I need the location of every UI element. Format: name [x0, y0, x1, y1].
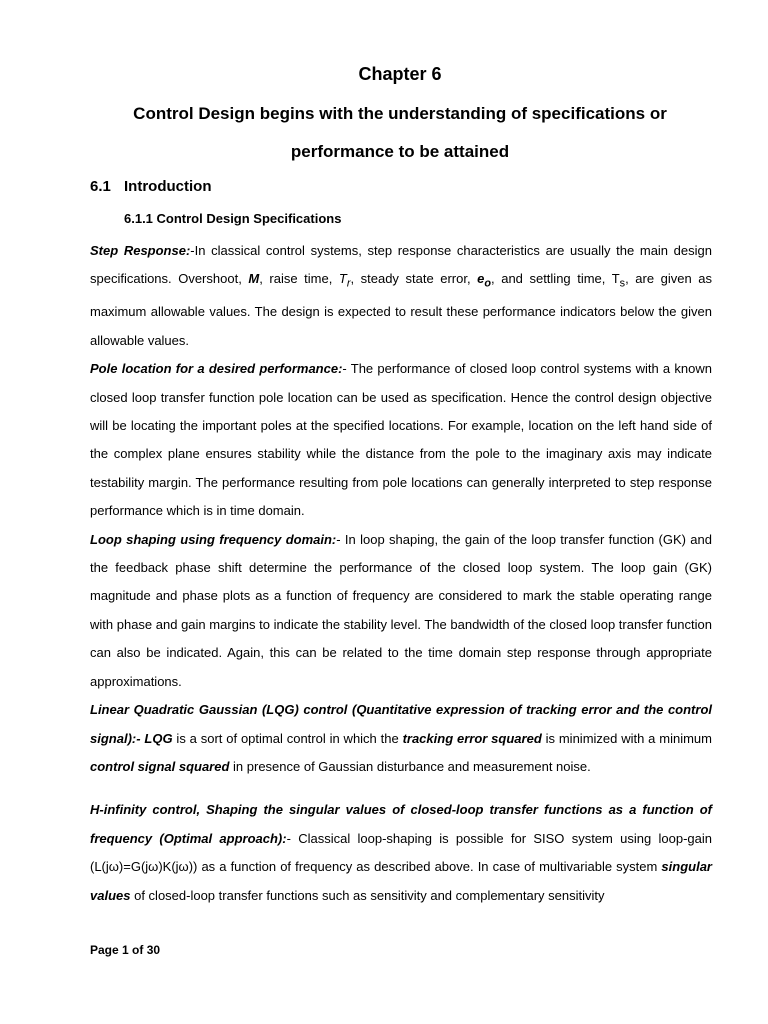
h-infinity-emphasis: singular values — [90, 859, 712, 903]
section-number: 6.1 — [90, 178, 111, 195]
pole-location-text: - The performance of closed loop control systems with a known closed loop transfer function pole location can be used as specification. Hence the control design objective will be locating the important poles at the specified locations. For example, location on the left hand side of the complex plane ensures stability while the distance from the pole to the imaginary axis may indicate testability margin. The performance resulting from pole locations can generally interpreted to step response performance which is in time domain. — [90, 361, 712, 519]
lqg-emphasis-1: tracking error squared — [402, 730, 542, 746]
section-heading — [90, 178, 211, 195]
subsection-heading: 6.1.1 Control Design Specifications — [124, 211, 342, 226]
page-footer — [90, 943, 160, 957]
lqg-emphasis-2: control signal squared — [90, 758, 230, 774]
lqg-text-2: is minimized with a minimum — [541, 730, 712, 746]
symbol-ts-sub: s — [619, 278, 626, 290]
body-text — [90, 237, 712, 910]
loop-shaping-text: - In loop shaping, the gain of the loop transfer function (GK) and the feedback phase shift determine the performance of the closed loop system. The loop gain (GK) magnitude and phase plots as a function of frequency are considered to mark the stable operating range with phase and gain margins to indicate the stability level. The bandwidth of the closed loop transfer function can also be indicated. Again, this can be related to the time domain step response through appropriate approximations. — [90, 531, 712, 689]
chapter-title-line-1: Control Design begins with the understanding of specifications or — [133, 104, 667, 123]
h-infinity-text-1: - Classical loop-shaping is possible for SISO system using loop-gain (L(jω)=G(jω)K(jω)) as a function of frequency as described above. In case of multivariable system — [90, 830, 712, 875]
step-text-2: , raise time, — [259, 271, 339, 287]
lqg-lead: Linear Quadratic Gaussian (LQG) control (Quantitative expression of tracking error and the control signal):- LQG — [90, 702, 712, 746]
loop-shaping-lead: Loop shaping using frequency domain: — [90, 531, 337, 547]
footer-page-label: Page — [90, 943, 123, 957]
step-response-lead: Step Response: — [90, 243, 191, 258]
symbol-M: M — [248, 271, 260, 287]
paragraph-step-response — [90, 237, 712, 355]
step-text-3: , steady state error, — [350, 271, 478, 287]
footer-total-pages: 30 — [146, 943, 161, 957]
symbol-Tr: T — [338, 271, 347, 287]
chapter-heading: Chapter 6 — [358, 64, 442, 84]
footer-page-number: 1 — [122, 943, 129, 957]
section-title: Introduction — [124, 178, 212, 195]
chapter-title-line-2: performance to be attained — [290, 142, 510, 161]
paragraph-pole-location — [90, 355, 712, 525]
pole-location-lead: Pole location for a desired performance: — [90, 361, 343, 377]
step-text-4: , and settling time, T — [491, 271, 620, 287]
symbol-eo: e — [477, 271, 485, 287]
symbol-Tr-sub: r — [346, 278, 351, 290]
step-text-1: -In classical control systems, step response characteristics are usually the main design specifications. Overshoot, — [90, 243, 712, 287]
lqg-text-1: is a sort of optimal control in which the — [172, 730, 403, 746]
step-text-5: , are given as maximum allowable values. The design is expected to result these performance indicators below the given allowable values. — [90, 271, 713, 348]
paragraph-lqg — [90, 696, 712, 781]
paragraph-loop-shaping — [90, 526, 712, 696]
symbol-eo-sub: o — [484, 278, 492, 290]
paragraph-h-infinity — [90, 796, 712, 910]
h-infinity-lead: H-infinity control, Shaping the singular values of closed-loop transfer functions as a function of frequency (Optimal approach): — [90, 802, 712, 846]
footer-of-label: of — [128, 943, 147, 957]
h-infinity-text-2: of closed-loop transfer functions such as sensitivity and complementary sensitivity — [130, 887, 605, 903]
lqg-text-3: in presence of Gaussian disturbance and measurement noise. — [229, 758, 591, 774]
